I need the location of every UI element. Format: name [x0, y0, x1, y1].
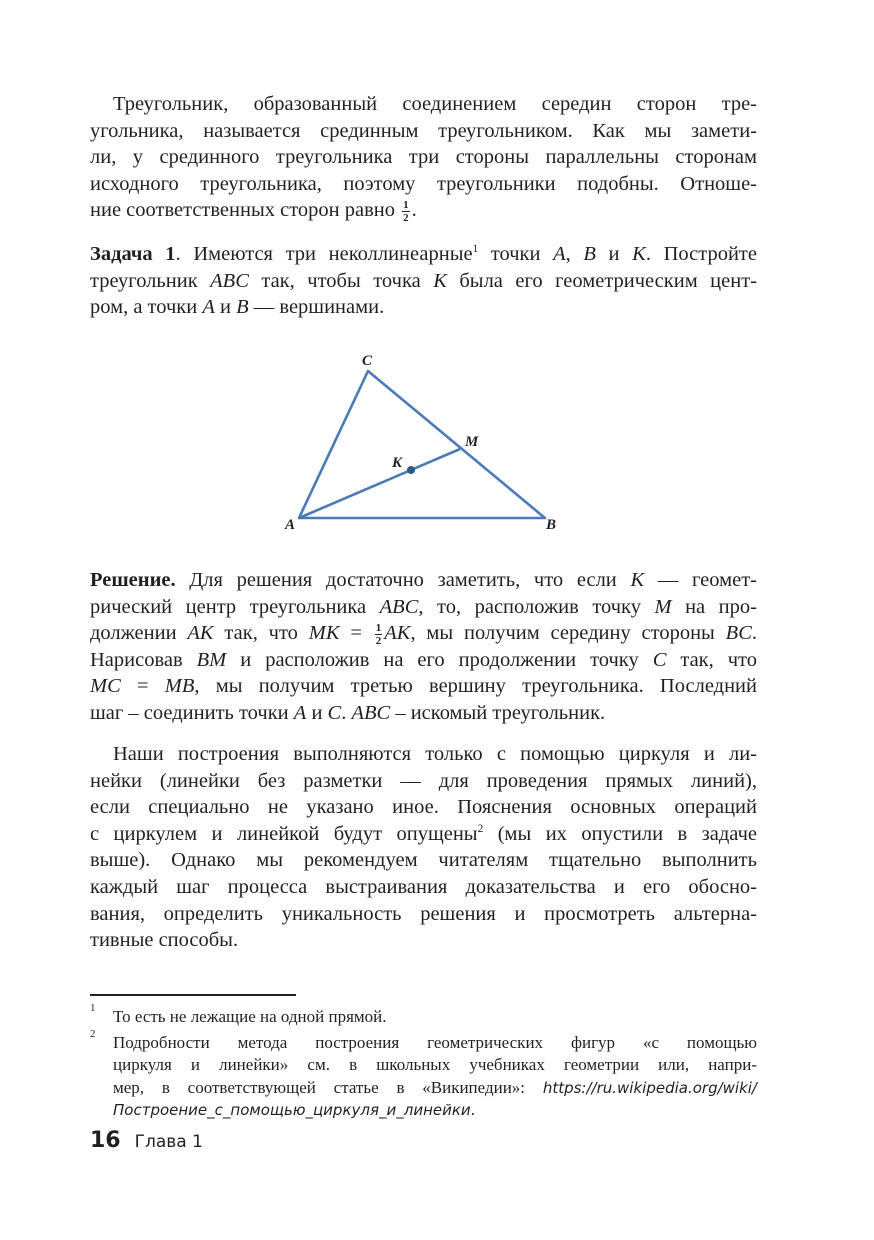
text-run: . Постройте	[645, 243, 757, 265]
text-run: .	[751, 622, 757, 645]
math-symbol: B	[236, 296, 249, 319]
text-run: .	[470, 1099, 475, 1119]
text-run: — вершинами.	[248, 296, 385, 319]
math-symbol: BM	[196, 648, 227, 671]
math-symbol: A	[293, 702, 307, 724]
text-run: была его геометрическим цент-	[446, 269, 757, 292]
text-run: .	[411, 199, 417, 222]
math-symbol: ABC	[379, 595, 419, 618]
text-run: каждый шаг процесса выстраивания доказательства и его обосно-	[90, 876, 757, 898]
text-run: треугольник	[90, 269, 211, 292]
text-run: и	[306, 702, 328, 724]
footnote-ref: 1	[472, 243, 479, 256]
text-line	[90, 620, 757, 646]
text-line	[90, 821, 757, 847]
math-symbol: ABC	[210, 269, 249, 292]
text-line	[90, 901, 757, 927]
text-run: Треугольник, образованный соединением середин сторон тре-	[113, 93, 757, 115]
text-run: , мы получим середину стороны	[410, 622, 726, 645]
text-run: , то, расположив точку	[418, 595, 655, 618]
text-run: ,	[565, 243, 584, 265]
math-symbol: C	[652, 648, 667, 671]
math-symbol: MC	[90, 675, 121, 698]
math-symbol: AK	[187, 622, 214, 645]
math-symbol: M	[654, 595, 672, 618]
bold-heading: Задача 1	[90, 243, 176, 265]
text-line	[90, 647, 757, 673]
math-symbol: C	[327, 702, 342, 724]
label-k: K	[392, 455, 403, 471]
text-run: на про-	[671, 595, 757, 618]
math-symbol: ABC	[351, 702, 391, 724]
text-run: =	[339, 622, 373, 645]
chapter-label: Глава 1	[134, 1132, 203, 1152]
text-line	[90, 768, 757, 794]
math-symbol: B	[583, 243, 596, 265]
text-run: мер, в соответствующей статье в «Википедии»:	[113, 1077, 543, 1097]
math-symbol: MB	[164, 675, 195, 698]
text-run: (мы их опустили в задаче	[483, 822, 757, 845]
footnote-number: 1	[90, 1002, 96, 1014]
math-symbol: K	[630, 569, 645, 591]
text-run: должении	[90, 622, 188, 645]
fraction	[375, 622, 383, 647]
text-run: , мы получим третью вершину треугольника. Последний	[194, 675, 757, 698]
url-link[interactable]: Построение_с_помощью_циркуля_и_линейки	[113, 1100, 471, 1119]
text-run: если специально не указано иное. Пояснения основных операций	[90, 796, 757, 819]
text-line	[90, 594, 757, 620]
page-number: 16	[90, 1128, 121, 1153]
label-a: A	[285, 517, 296, 533]
footnote-ref: 2	[477, 822, 484, 835]
math-symbol: AK	[384, 622, 411, 645]
text-line	[90, 673, 757, 699]
text-line	[113, 1006, 757, 1028]
segment-am	[299, 449, 460, 518]
label-b: B	[546, 517, 557, 533]
denominator: 2	[403, 212, 409, 225]
text-run: так, что	[666, 648, 757, 671]
text-run: точки	[478, 243, 554, 265]
text-run: – искомый треугольник.	[390, 702, 606, 724]
footnote-number: 2	[90, 1028, 96, 1040]
text-run: угольника, называется срединным треугольником. Как мы замети-	[90, 119, 757, 142]
denominator: 2	[375, 634, 382, 647]
text-run: нейки (линейки без разметки — для проведения прямых линий),	[90, 769, 757, 792]
triangle-abc	[299, 371, 545, 518]
point-k	[407, 466, 415, 474]
numerator: 1	[403, 199, 409, 212]
text-run: То есть не лежащие на одной прямой.	[113, 1007, 387, 1026]
text-run: и	[595, 243, 633, 265]
text-run: ние соответственных сторон равно	[90, 199, 401, 222]
math-symbol: BC	[725, 622, 752, 645]
text-run: и	[214, 296, 237, 319]
text-line	[90, 794, 757, 820]
math-symbol: K	[433, 269, 447, 292]
math-symbol: A	[202, 296, 215, 319]
text-line	[90, 847, 757, 873]
text-line	[113, 1054, 757, 1076]
label-c: C	[362, 353, 373, 369]
text-line	[90, 874, 757, 900]
footnote-divider	[90, 994, 296, 996]
text-line	[113, 741, 757, 767]
text-run: с циркулем и линейкой будут опущены	[90, 822, 478, 845]
text-run: — геомет-	[644, 569, 757, 591]
page-footer	[90, 1128, 203, 1153]
url-link[interactable]: https://ru.wikipedia.org/wiki/	[542, 1078, 757, 1097]
text-run: . Имеются три неколлинеарные	[175, 243, 473, 265]
text-run: ли, у срединного треугольника три стороны параллельны сторонам	[90, 146, 757, 169]
text-line	[113, 1032, 757, 1054]
text-run: и расположив на его продолжении точку	[226, 648, 653, 671]
text-run: шаг – соединить точки	[90, 702, 294, 724]
text-line	[113, 1099, 757, 1121]
text-run: Подробности метода построения геометрических фигур «с помощью	[113, 1033, 757, 1052]
text-run: исходного треугольника, поэтому треугольники подобны. Отноше-	[90, 172, 757, 195]
text-run: так, что	[213, 622, 309, 645]
numerator: 1	[375, 621, 382, 634]
text-run: вания, определить уникальность решения и просмотреть альтерна-	[90, 902, 757, 925]
text-line	[90, 927, 757, 953]
math-symbol: A	[553, 243, 566, 265]
text-run: Нарисовав	[90, 648, 197, 671]
text-run: =	[120, 675, 165, 698]
text-run: циркуля и линейки» см. в школьных учебниках геометрии или, напри-	[113, 1055, 757, 1075]
math-symbol: K	[632, 243, 646, 265]
text-run: тивные способы.	[90, 929, 239, 952]
text-run: рический центр треугольника	[90, 595, 380, 618]
text-run: Наши построения выполняются только с помощью циркуля и ли-	[113, 743, 757, 765]
text-line	[113, 1077, 757, 1099]
text-run: выше). Однако мы рекомендуем читателям тщательно выполнить	[90, 849, 757, 872]
math-symbol: MK	[308, 622, 340, 645]
text-run: ром, а точки	[90, 296, 203, 319]
text-line	[90, 700, 757, 726]
bold-heading: Решение.	[90, 569, 176, 591]
text-run: .	[341, 702, 352, 724]
text-line	[90, 567, 757, 593]
text-run: Для решения достаточно заметить, что если	[175, 569, 631, 591]
label-m: M	[465, 434, 479, 450]
text-run: так, чтобы точка	[248, 269, 434, 292]
